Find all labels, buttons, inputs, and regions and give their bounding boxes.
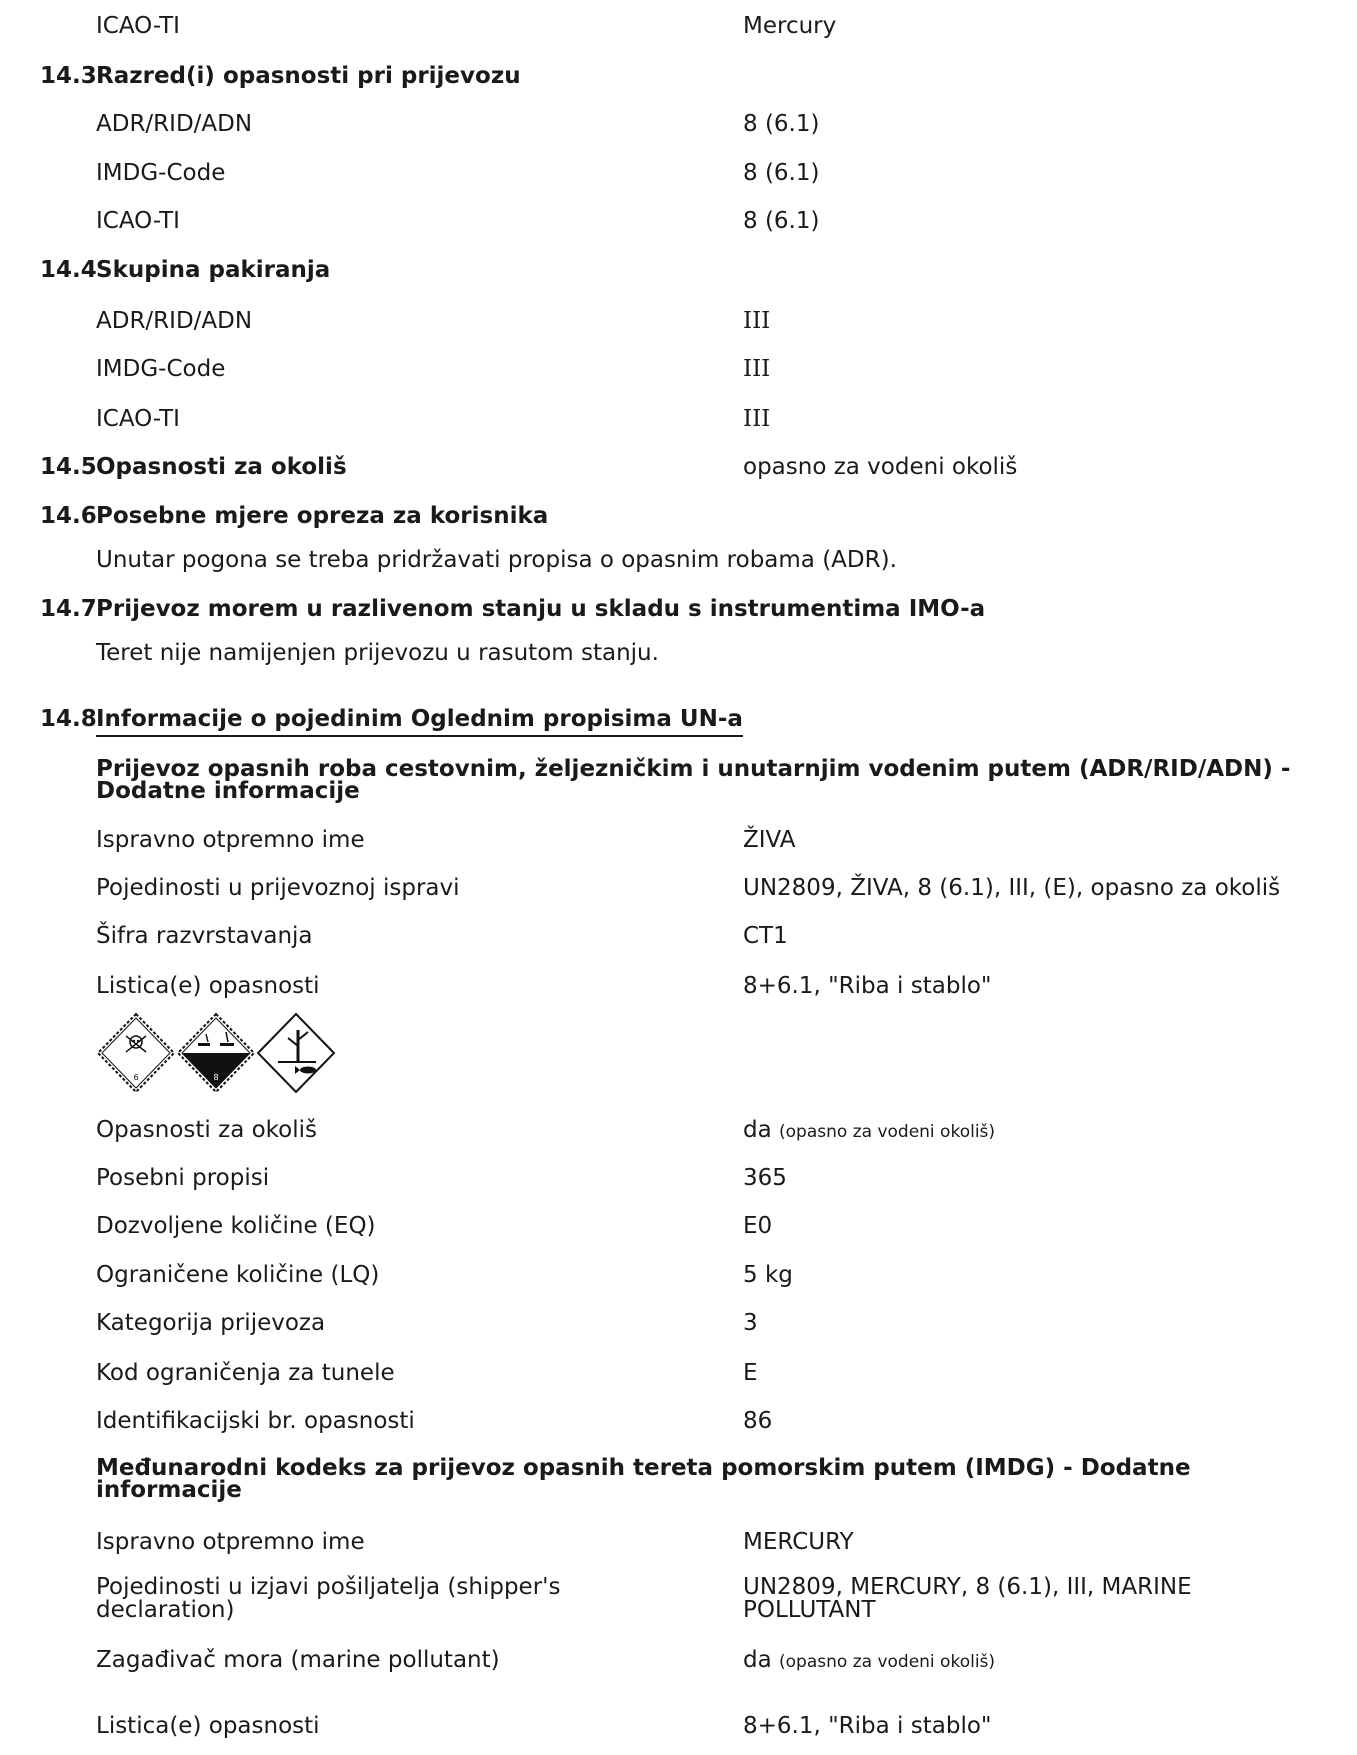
row-label: Kategorija prijevoza (96, 1310, 326, 1336)
row-label: IMDG-Code (96, 356, 226, 382)
row-label: ADR/RID/ADN (96, 308, 253, 334)
row-value: E (743, 1360, 758, 1386)
section-title: Razred(i) opasnosti pri prijevozu (96, 63, 521, 89)
row-label: Zagađivač mora (marine pollutant) (96, 1647, 500, 1673)
row-value: da (opasno za vodeni okoliš) (743, 1647, 996, 1673)
row-label: Posebni propisi (96, 1165, 270, 1191)
row-value: 8+6.1, "Riba i stablo" (743, 1713, 992, 1739)
row-value: III (743, 356, 771, 382)
row-label: IMDG-Code (96, 160, 226, 186)
section-number: 14.7 (40, 596, 97, 622)
row-label: Šifra razvrstavanja (96, 923, 313, 949)
subsection-heading: Međunarodni kodeks za prijevoz opasnih tereta pomorskim putem (IMDG) - Dodatne (96, 1455, 1191, 1481)
row-label: Pojedinosti u izjavi pošiljatelja (shipper's declaration) (96, 1574, 561, 1623)
pictogram-class-number: 6 (133, 1073, 139, 1082)
row-value: III (743, 308, 771, 334)
section-title: Skupina pakiranja (96, 257, 331, 283)
row-label: Pojedinosti u prijevoznoj ispravi (96, 875, 460, 901)
section-title: Posebne mjere opreza za korisnika (96, 503, 549, 529)
top-value: Mercury (743, 13, 837, 39)
section-text: Teret nije namijenjen prijevozu u rasutom stanju. (96, 640, 659, 666)
row-label: Opasnosti za okoliš (96, 1117, 318, 1143)
section-title: Informacije o pojedinim Oglednim propisima UN-a (96, 705, 743, 737)
row-value: UN2809, ŽIVA, 8 (6.1), III, (E), opasno za okoliš (743, 875, 1281, 901)
row-value: MERCURY (743, 1529, 854, 1555)
row-value: 8 (6.1) (743, 208, 820, 234)
section-title: Prijevoz morem u razlivenom stanju u skladu s instrumentima IMO-a (96, 596, 986, 622)
row-label: Listica(e) opasnosti (96, 973, 320, 999)
section-number: 14.5 (40, 454, 97, 480)
row-value: III (743, 406, 771, 432)
toxic-skull-icon (98, 1014, 174, 1092)
row-label: Dozvoljene količine (EQ) (96, 1213, 376, 1239)
row-value: 86 (743, 1408, 773, 1434)
pictogram-class-number: 8 (213, 1073, 219, 1082)
row-label: ICAO-TI (96, 208, 180, 234)
row-value: 5 kg (743, 1262, 793, 1288)
row-value-note: (opasno za vodeni okoliš) (779, 1122, 996, 1142)
row-label: Kod ograničenja za tunele (96, 1360, 395, 1386)
row-value: 8 (6.1) (743, 160, 820, 186)
section-number: 14.8 (40, 706, 97, 732)
row-label: Ograničene količine (LQ) (96, 1262, 380, 1288)
subsection-heading: Prijevoz opasnih roba cestovnim, željezničkim i unutarnjim vodenim putem (ADR/RID/ADN) - (96, 756, 1291, 782)
row-value: UN2809, MERCURY, 8 (6.1), III, MARINE POLLUTANT (743, 1574, 1192, 1623)
row-label: Ispravno otpremno ime (96, 1529, 365, 1555)
section-title: Opasnosti za okoliš (96, 454, 347, 480)
row-value: 8 (6.1) (743, 111, 820, 137)
row-label: ICAO-TI (96, 406, 180, 432)
environment-fish-tree-icon (258, 1014, 334, 1092)
section-number: 14.6 (40, 503, 97, 529)
top-label: ICAO-TI (96, 13, 180, 39)
row-value: 8+6.1, "Riba i stablo" (743, 973, 992, 999)
row-value: 3 (743, 1310, 758, 1336)
section-number: 14.3 (40, 63, 97, 89)
subsection-heading: informacije (96, 1477, 242, 1503)
row-value: E0 (743, 1213, 773, 1239)
row-value: da (opasno za vodeni okoliš) (743, 1117, 996, 1143)
row-label: Identifikacijski br. opasnosti (96, 1408, 415, 1434)
section-number: 14.4 (40, 257, 97, 283)
row-value-note: (opasno za vodeni okoliš) (779, 1652, 996, 1672)
row-label: Listica(e) opasnosti (96, 1713, 320, 1739)
row-value: CT1 (743, 923, 788, 949)
corrosive-icon (178, 1014, 254, 1092)
row-value: opasno za vodeni okoliš (743, 454, 1018, 480)
row-label: Ispravno otpremno ime (96, 827, 365, 853)
row-value: ŽIVA (743, 827, 796, 853)
section-text: Unutar pogona se treba pridržavati propisa o opasnim robama (ADR). (96, 547, 897, 573)
row-value: 365 (743, 1165, 787, 1191)
row-label: ADR/RID/ADN (96, 111, 253, 137)
subsection-heading: Dodatne informacije (96, 778, 360, 804)
hazard-pictograms (96, 1012, 336, 1098)
